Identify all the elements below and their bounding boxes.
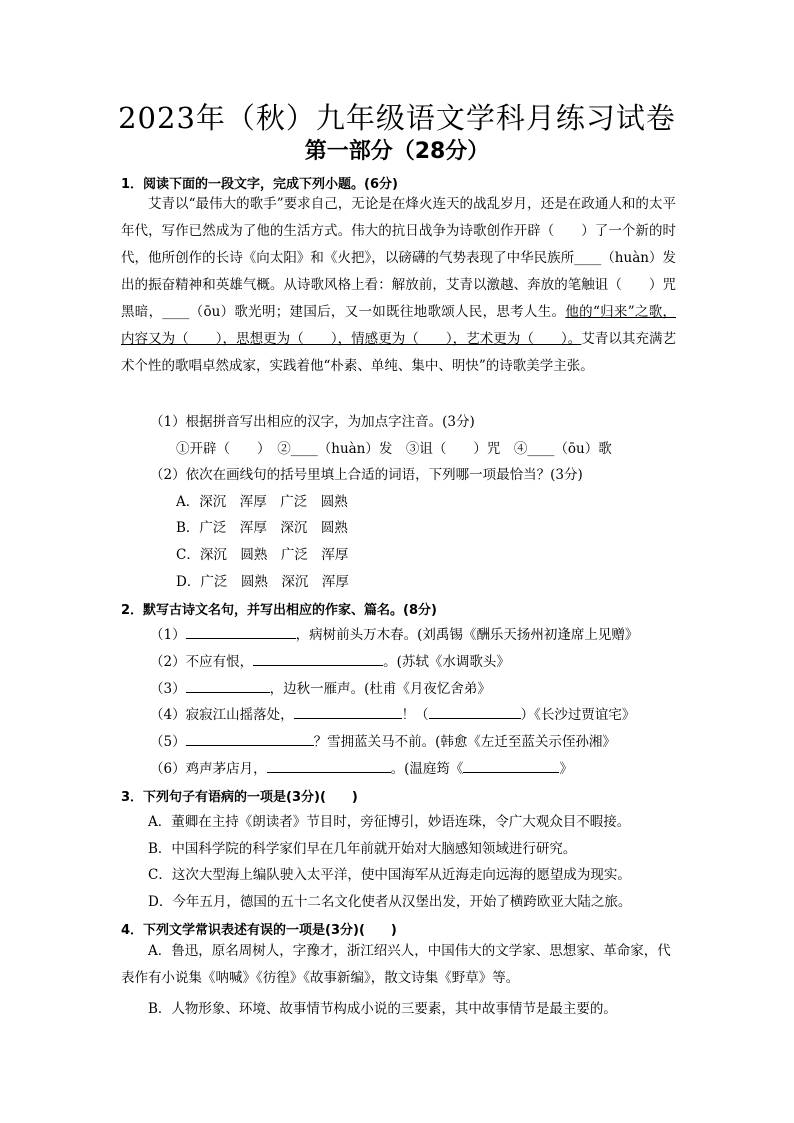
answer-blank[interactable] xyxy=(267,758,391,773)
q3-option-a: A．董卿在主持《朗读者》节目时，旁征博引，妙语连珠，令广大观众目不暇接。 xyxy=(148,814,631,830)
q1-option-b: B．广泛 浑厚 深沉 圆熟 xyxy=(176,520,348,536)
part-heading: 第一部分（28分） xyxy=(304,139,490,164)
q4-option-a: A．鲁迅，原名周树人，字豫才，浙江绍兴人，中国伟大的文学家、思想家、革命家，代表作有小说集《呐喊》《彷徨》《故事新编》，散文诗集《野草》等。 xyxy=(121,943,671,986)
answer-blank[interactable] xyxy=(186,624,296,639)
q1-sub1-blanks: ①开辟（ ） ②____（huàn）发 ③诅（ ）咒 ④____（ōu）歌 xyxy=(176,441,612,457)
answer-blank[interactable] xyxy=(294,704,402,719)
q4-option-b: B．人物形象、环境、故事情节构成小说的三要素，其中故事情节是最主要的。 xyxy=(148,1001,617,1017)
answer-blank[interactable] xyxy=(186,731,314,746)
q2-item-1: （1） ，病树前头万木春。(刘禹锡《酬乐天扬州初逢席上见赠》 xyxy=(150,623,638,643)
q2-item-5: （5） ？雪拥蓝关马不前。(韩愈《左迁至蓝关示侄孙湘》 xyxy=(150,730,616,750)
q1-option-d: D．广泛 圆熟 深沉 浑厚 xyxy=(176,574,349,590)
q1-option-c: C．深沉 圆熟 广泛 浑厚 xyxy=(176,547,349,563)
answer-blank[interactable] xyxy=(463,758,559,773)
q2-heading: 2．默写古诗文名句，并写出相应的作家、篇名。(8分) xyxy=(121,603,437,618)
q2-item-6: （6）鸡声茅店月， 。(温庭筠《 》 xyxy=(150,757,573,777)
q1-passage-underlined: 他的“归来”之歌，内容又为（ ），思想更为（ ），情感更为（ ），艺术更为（ ）。 xyxy=(121,304,676,347)
q1-option-a: A．深沉 浑厚 广泛 圆熟 xyxy=(176,494,348,510)
q1-heading: 1．阅读下面的一段文字，完成下列小题。(6分) xyxy=(121,177,398,192)
q2-item-4: （4）寂寂江山摇落处， ！（ ）《长沙过贾谊宅》 xyxy=(150,703,635,723)
q3-heading: 3．下列句子有语病的一项是(3分)( ) xyxy=(121,790,358,805)
q3-option-c: C．这次大型海上编队驶入太平洋，使中国海军从近海走向远海的愿望成为现实。 xyxy=(148,867,631,883)
q4-heading: 4．下列文学常识表述有误的一项是(3分)( ) xyxy=(121,923,397,938)
q1-sub2: （2）依次在画线句的括号里填上合适的词语，下列哪一项最恰当？(3分) xyxy=(150,467,583,483)
answer-blank[interactable] xyxy=(429,704,521,719)
q1-passage-text-a: 艾青以“最伟大的歌手”要求自己，无论是在烽火连天的战乱岁月，还是在政通人和的太平年代，写作已然成为了他的生活方式。伟大的抗日战争为诗歌创作开辟（ ）了一个新的时代，他所创作的长诗《向太阳》和《火把》，以磅礴的气势表现了中华民族所____（huàn）发出的振奋精神和英雄气概。从诗歌风格上看：解放前，艾青以激越、奔放的笔触诅（ ）咒黑暗，____（ōu）歌光明；建国后，又一如既往地歌颂人民，思考人生。 xyxy=(121,196,676,320)
q2-item-2: （2）不应有恨， 。(苏轼《水调歌头》 xyxy=(150,650,510,670)
q3-option-b: B．中国科学院的科学家们早在几年前就开始对大脑感知领域进行研究。 xyxy=(148,841,577,857)
page-title: 2023年（秋）九年级语文学科月练习试卷 xyxy=(118,101,676,135)
q1-passage-text-b: 艾青以其充满艺术个性的歌唱卓然成家，实践着他“朴素、单纯、集中、明快”的诗歌美学主张。 xyxy=(121,331,677,374)
answer-blank[interactable] xyxy=(186,678,270,693)
q3-option-d: D．今年五月，德国的五十二名文化使者从汉堡出发，开始了横跨欧亚大陆之旅。 xyxy=(148,894,632,910)
answer-blank[interactable] xyxy=(253,651,383,666)
q1-sub1: （1）根据拼音写出相应的汉字，为加点字注音。(3分) xyxy=(150,414,475,430)
q2-item-3: （3） ，边秋一雁声。(杜甫《月夜忆舍弟》 xyxy=(150,677,491,697)
q1-passage xyxy=(121,191,676,380)
